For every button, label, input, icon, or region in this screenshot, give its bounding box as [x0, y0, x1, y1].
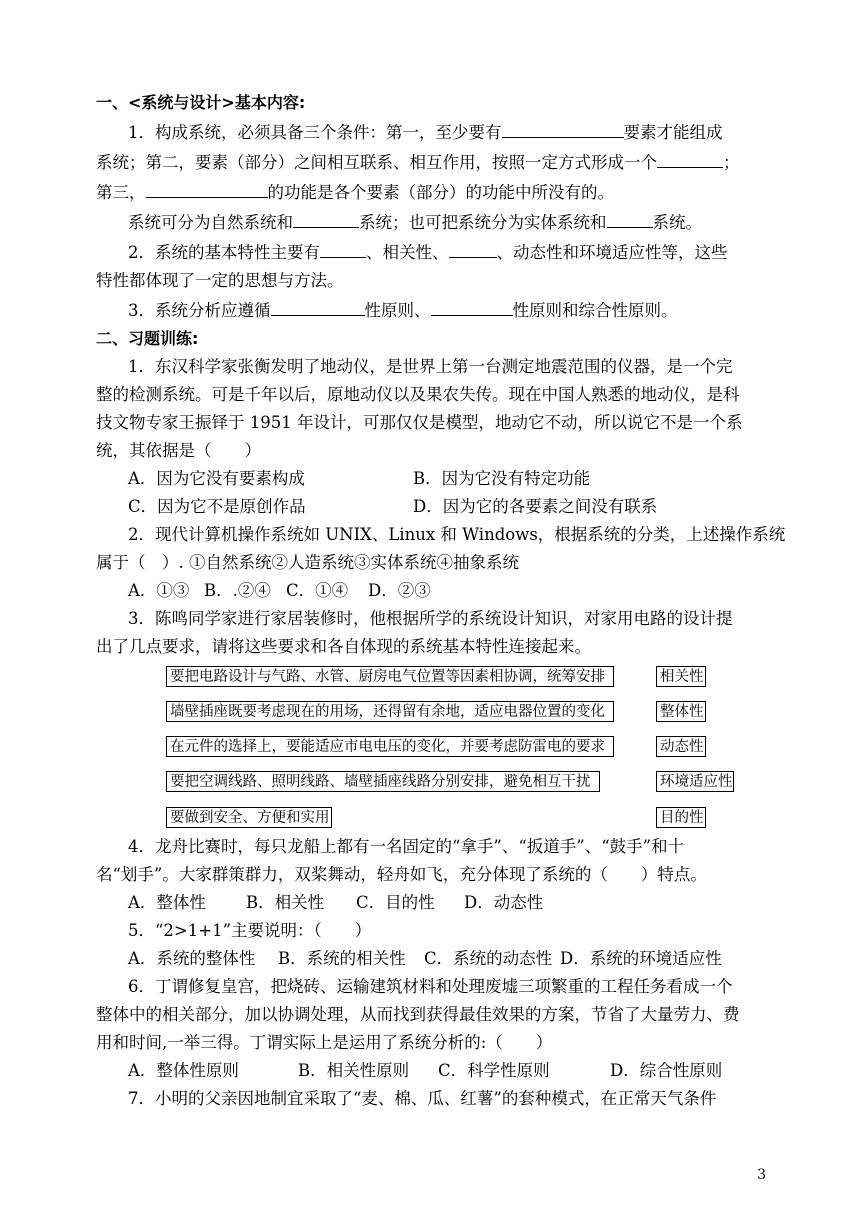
p2-option-b[interactable]: B．.②④: [204, 581, 271, 600]
p7-line: 7．小明的父亲因地制宜采取了“麦、棉、瓜、红薯”的套种模式，在正常天气条件: [128, 1089, 717, 1108]
classify-line: 系统可分为自然系统和 系统；也可把系统分为实体系统和 系统。: [128, 213, 702, 232]
p2-line: 属于（ ）. ①自然系统②人造系统③实体系统④抽象系统: [96, 553, 519, 572]
trait-box[interactable]: 环境适应性: [656, 771, 734, 792]
p6-option-a[interactable]: A．整体性原则: [128, 1061, 239, 1080]
p1-options-row-2: [128, 496, 808, 518]
section-1-title: 一、<系统与设计>基本内容:: [96, 93, 306, 112]
p5-option-a[interactable]: A．系统的整体性: [128, 949, 256, 968]
p1-line: 整的检测系统。可是千年以后，原地动仪以及果农失传。现在中国人熟悉的地动仪，是科: [96, 385, 740, 404]
q2-line-2: 特性都体现了一定的思想与方法。: [96, 271, 344, 290]
p1-option-c[interactable]: C．因为它不是原创作品: [128, 497, 306, 516]
p6-line: 整体中的相关部分，加以协调处理，从而找到获得最佳效果的方案，节省了大量劳力、费: [96, 1005, 740, 1024]
p5-options: [128, 948, 808, 970]
q1-line-3: 第三， 的功能是各个要素（部分）的功能中所没有的。: [96, 183, 614, 202]
p1-line: 统，其依据是（ ）: [96, 441, 261, 460]
blank-5[interactable]: [607, 212, 653, 228]
trait-box[interactable]: 整体性: [656, 701, 706, 722]
p5-option-b[interactable]: B．系统的相关性: [278, 949, 406, 968]
p5-option-c[interactable]: C．系统的动态性: [424, 949, 553, 968]
p4-options: [128, 892, 808, 914]
q3-line: 3．系统分析应遵循 性原则、 性原则和综合性原则。: [128, 301, 678, 320]
p4-option-c[interactable]: C．目的性: [356, 893, 435, 912]
p1-line: 1．东汉科学家张衡发明了地动仪，是世界上第一台测定地震范围的仪器，是一个完: [128, 357, 733, 376]
p4-option-d[interactable]: D．动态性: [464, 893, 544, 912]
requirement-box[interactable]: 墙壁插座既要考虑现在的用场，还得留有余地，适应电器位置的变化: [166, 701, 614, 722]
q1-line-2: 系统；第二，要素（部分）之间相互联系、相互作用，按照一定方式形成一个 ；: [96, 153, 740, 172]
p6-option-c[interactable]: C．科学性原则: [438, 1061, 550, 1080]
blank-2[interactable]: [657, 152, 723, 168]
blank-1[interactable]: [502, 122, 624, 138]
p1-option-d[interactable]: D．因为它的各要素之间没有联系: [413, 497, 658, 516]
page-number: 3: [757, 1167, 766, 1183]
p2-option-a[interactable]: A．①③: [128, 581, 190, 600]
q2-line-1: 2．系统的基本特性主要有 、相关性、 、动态性和环境适应性等，这些: [128, 243, 728, 262]
p6-option-b[interactable]: B．相关性原则: [298, 1061, 410, 1080]
section-2-title: 二、习题训练:: [96, 329, 199, 348]
p2-option-c[interactable]: C．①④: [286, 581, 349, 600]
p1-option-a[interactable]: A．因为它没有要素构成: [128, 469, 305, 488]
p1-options-row-1: [128, 468, 808, 490]
requirement-box[interactable]: 在元件的选择上，要能适应市电电压的变化，并要考虑防雷电的要求: [166, 736, 614, 757]
blank-6[interactable]: [320, 242, 366, 258]
p5-option-d[interactable]: D．系统的环境适应性: [560, 949, 722, 968]
p2-options: [128, 580, 808, 602]
p4-option-b[interactable]: B．相关性: [246, 893, 325, 912]
trait-box[interactable]: 动态性: [656, 736, 706, 757]
blank-3[interactable]: [146, 182, 268, 198]
trait-box[interactable]: 目的性: [656, 807, 706, 828]
blank-8[interactable]: [271, 300, 365, 316]
p6-line: 用和时间,一举三得。丁谓实际上是运用了系统分析的:（ ）: [96, 1033, 553, 1052]
p6-options: [128, 1060, 808, 1082]
p5-line: 5．“2>1+1”主要说明：（ ）: [128, 921, 372, 940]
p2-line: 2．现代计算机操作系统如 UNIX、Linux 和 Windows，根据系统的分类，上述操作系统: [128, 525, 786, 544]
p4-line: 名“划手”。大家群策群力，双桨舞动，轻舟如飞，充分体现了系统的（ ）特点。: [96, 865, 707, 884]
p3-line: 出了几点要求，请将这些要求和各自体现的系统基本特性连接起来。: [96, 637, 591, 656]
p4-option-a[interactable]: A．整体性: [128, 893, 206, 912]
p4-line: 4．龙舟比赛时，每只龙船上都有一名固定的“拿手”、“扳道手”、“鼓手”和十: [128, 837, 685, 856]
p1-line: 技文物专家王振铎于 1951 年设计，可那仅仅是模型，地动它不动，所以说它不是一个系: [96, 413, 743, 432]
p6-line: 6．丁谓修复皇宫，把烧砖、运输建筑材料和处理废墟三项繁重的工程任务看成一个: [128, 977, 733, 996]
blank-7[interactable]: [449, 242, 497, 258]
p1-option-b[interactable]: B．因为它没有特定功能: [413, 469, 591, 488]
p2-option-d[interactable]: D．②③: [368, 581, 431, 600]
requirement-box[interactable]: 要做到安全、方便和实用: [166, 807, 332, 828]
trait-box[interactable]: 相关性: [656, 666, 706, 687]
requirement-box[interactable]: 要把空调线路、照明线路、墙壁插座线路分别安排，避免相互干扰: [166, 771, 600, 792]
q1-line-1: 1．构成系统，必须具备三个条件：第一，至少要有 要素才能组成: [128, 123, 723, 142]
requirement-box[interactable]: 要把电路设计与气路、水管、厨房电气位置等因素相协调，统筹安排: [166, 666, 614, 687]
blank-9[interactable]: [431, 300, 513, 316]
blank-4[interactable]: [293, 212, 359, 228]
p3-line: 3．陈鸣同学家进行家居装修时，他根据所学的系统设计知识，对家用电路的设计提: [128, 609, 733, 628]
p6-option-d[interactable]: D．综合性原则: [610, 1061, 723, 1080]
